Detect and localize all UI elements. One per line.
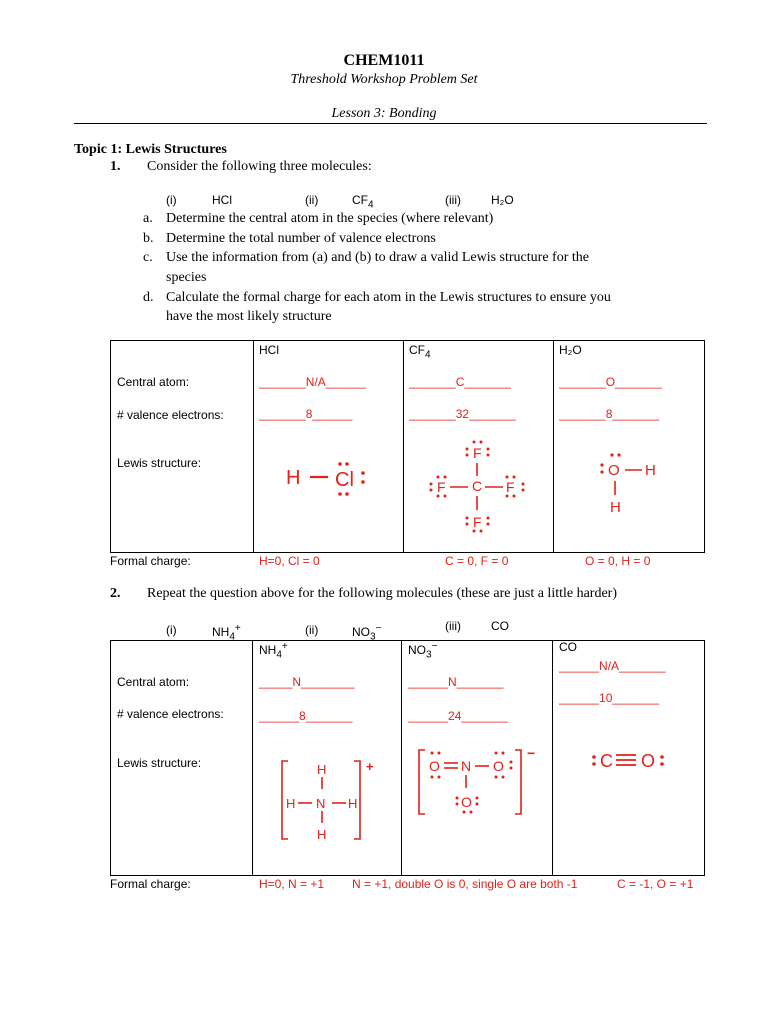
q1-table-divider-3 [553, 340, 554, 553]
q2-text: Repeat the question above for the following molecules (these are just a little harder) [147, 586, 618, 601]
q1-part-d-text-cont: have the most likely structure [166, 309, 332, 324]
q1-part-b-text: Determine the total number of valence electrons [166, 231, 436, 246]
q1-mol-3-roman: (iii) [445, 193, 461, 207]
q2-no3-central: ______N_______ [408, 675, 504, 689]
lewis-no3-o-left: O [429, 758, 440, 774]
lewis-hcl [280, 450, 380, 500]
q2-nh4-valence: ______8_______ [259, 709, 353, 723]
lewis-nh4-n: N [316, 796, 326, 811]
q1-h2o-central: _______O_______ [559, 375, 662, 389]
subtitle: Threshold Workshop Problem Set [290, 72, 478, 87]
lewis-cf4-c: C [472, 478, 483, 494]
q1-hcl-valence: _______8______ [259, 407, 353, 421]
q1-number: 1. [110, 159, 121, 174]
q1-row-lewis-label: Lewis structure: [117, 456, 202, 470]
lewis-cf4-f-right: F [506, 479, 515, 495]
lewis-cf4-f-left: F [437, 479, 446, 495]
q2-no3-formal: N = +1, double O is 0, single O are both -1 [352, 877, 578, 891]
q2-row-lewis-label: Lewis structure: [117, 756, 202, 770]
lewis-nh4-charge: + [366, 759, 374, 774]
q2-mol-2-formula: $NO_3^-$ [352, 623, 382, 643]
q1-col-hcl-head: HCl [259, 343, 279, 357]
header-rule [74, 123, 707, 124]
lewis-hcl-h: H [286, 467, 301, 489]
lewis-co-o: O [641, 751, 656, 771]
q1-h2o-formal: O = 0, H = 0 [585, 554, 651, 568]
q1-cf4-formal: C = 0, F = 0 [445, 554, 509, 568]
q2-table-divider-3 [552, 640, 553, 876]
lewis-nh4-h-right: H [348, 796, 358, 811]
lewis-co-c: C [600, 751, 613, 771]
q1-mol-2-roman: (ii) [305, 193, 319, 207]
lewis-h2o-o: O [608, 462, 620, 479]
q1-part-d-text: Calculate the formal charge for each atom in the Lewis structures to ensure you [166, 290, 611, 305]
q2-table-divider-1 [252, 640, 253, 876]
q2-co-valence: ______10_______ [559, 691, 660, 705]
q1-cf4-central: _______C_______ [409, 375, 512, 389]
q2-col-no3-head: $NO_3^-$ [408, 641, 438, 661]
q1-hcl-central: _______N/A______ [259, 375, 366, 389]
q2-co-central: ______N/A_______ [559, 659, 666, 673]
lesson-title: Lesson 3: Bonding [331, 106, 437, 121]
q1-col-h2o-head: H₂O [559, 343, 582, 357]
q1-cf4-valence: _______32_______ [409, 407, 516, 421]
q1-part-a-text: Determine the central atom in the species (where relevant) [166, 211, 494, 226]
q1-row-central-label: Central atom: [117, 375, 190, 389]
lewis-cf4-f-bottom: F [473, 514, 482, 530]
q2-no3-valence: ______24_______ [408, 709, 509, 723]
q1-row-valence-label: # valence electrons: [117, 408, 224, 422]
lewis-cf4 [420, 436, 530, 534]
q1-part-a-letter: a. [143, 211, 153, 226]
lewis-hcl-cl: Cl [335, 469, 354, 491]
q2-col-nh4-head: $NH_4^+$ [259, 641, 288, 661]
lewis-nh4-h-left: H [286, 796, 296, 811]
q1-mol-1-formula: HCl [212, 193, 232, 207]
topic-heading: Topic 1: Lewis Structures [74, 142, 227, 157]
lewis-h2o-h-bottom: H [610, 499, 621, 516]
lewis-cf4-f-top: F [473, 445, 482, 461]
q1-mol-1-roman: (i) [166, 193, 177, 207]
q1-part-d-letter: d. [143, 290, 154, 305]
q2-number: 2. [110, 586, 121, 601]
lewis-nh4-h-top: H [317, 762, 327, 777]
q2-mol-3-formula: CO [491, 619, 509, 633]
q1-mol-3-formula: H₂O [491, 193, 514, 207]
q2-mol-2-roman: (ii) [305, 623, 319, 637]
q2-col-co-head: CO [559, 640, 577, 654]
q2-row-valence-label: # valence electrons: [117, 707, 224, 721]
q1-col-cf4-head: $CF_4$ [409, 343, 431, 361]
q2-row-central-label: Central atom: [117, 675, 190, 689]
q2-nh4-formal: H=0, N = +1 [259, 877, 325, 891]
q1-part-c-text-cont: species [166, 270, 207, 285]
lewis-co [585, 746, 675, 776]
q1-hcl-formal: H=0, Cl = 0 [259, 554, 320, 568]
lewis-h2o-h-right: H [645, 462, 656, 479]
lewis-nh4 [276, 755, 381, 845]
q1-table-divider-1 [253, 340, 254, 553]
course-title: CHEM1011 [343, 52, 425, 69]
q2-nh4-central: _____N________ [259, 675, 355, 689]
q2-mol-1-formula: $NH_4^+$ [212, 623, 241, 643]
q1-part-c-text: Use the information from (a) and (b) to draw a valid Lewis structure for the [166, 250, 589, 265]
lewis-nh4-h-bottom: H [317, 827, 327, 842]
q1-part-b-letter: b. [143, 231, 154, 246]
q2-mol-3-roman: (iii) [445, 619, 461, 633]
q2-mol-1-roman: (i) [166, 623, 177, 637]
q2-formal-label: Formal charge: [110, 877, 191, 891]
q1-mol-2-formula: $CF_4$ [352, 193, 374, 211]
q1-table-divider-2 [403, 340, 404, 553]
q1-part-c-letter: c. [143, 250, 153, 265]
lewis-no3-o-bottom: O [461, 794, 472, 810]
q1-h2o-valence: _______8_______ [559, 407, 660, 421]
lewis-no3-o-right: O [493, 758, 504, 774]
lewis-no3 [415, 746, 545, 818]
q1-text: Consider the following three molecules: [147, 159, 372, 174]
q2-table-divider-2 [401, 640, 402, 876]
lewis-no3-charge: − [527, 746, 536, 761]
q2-co-formal: C = -1, O = +1 [617, 877, 694, 891]
lewis-h2o [592, 446, 672, 516]
q1-formal-label: Formal charge: [110, 554, 191, 568]
lewis-no3-n: N [461, 758, 472, 774]
